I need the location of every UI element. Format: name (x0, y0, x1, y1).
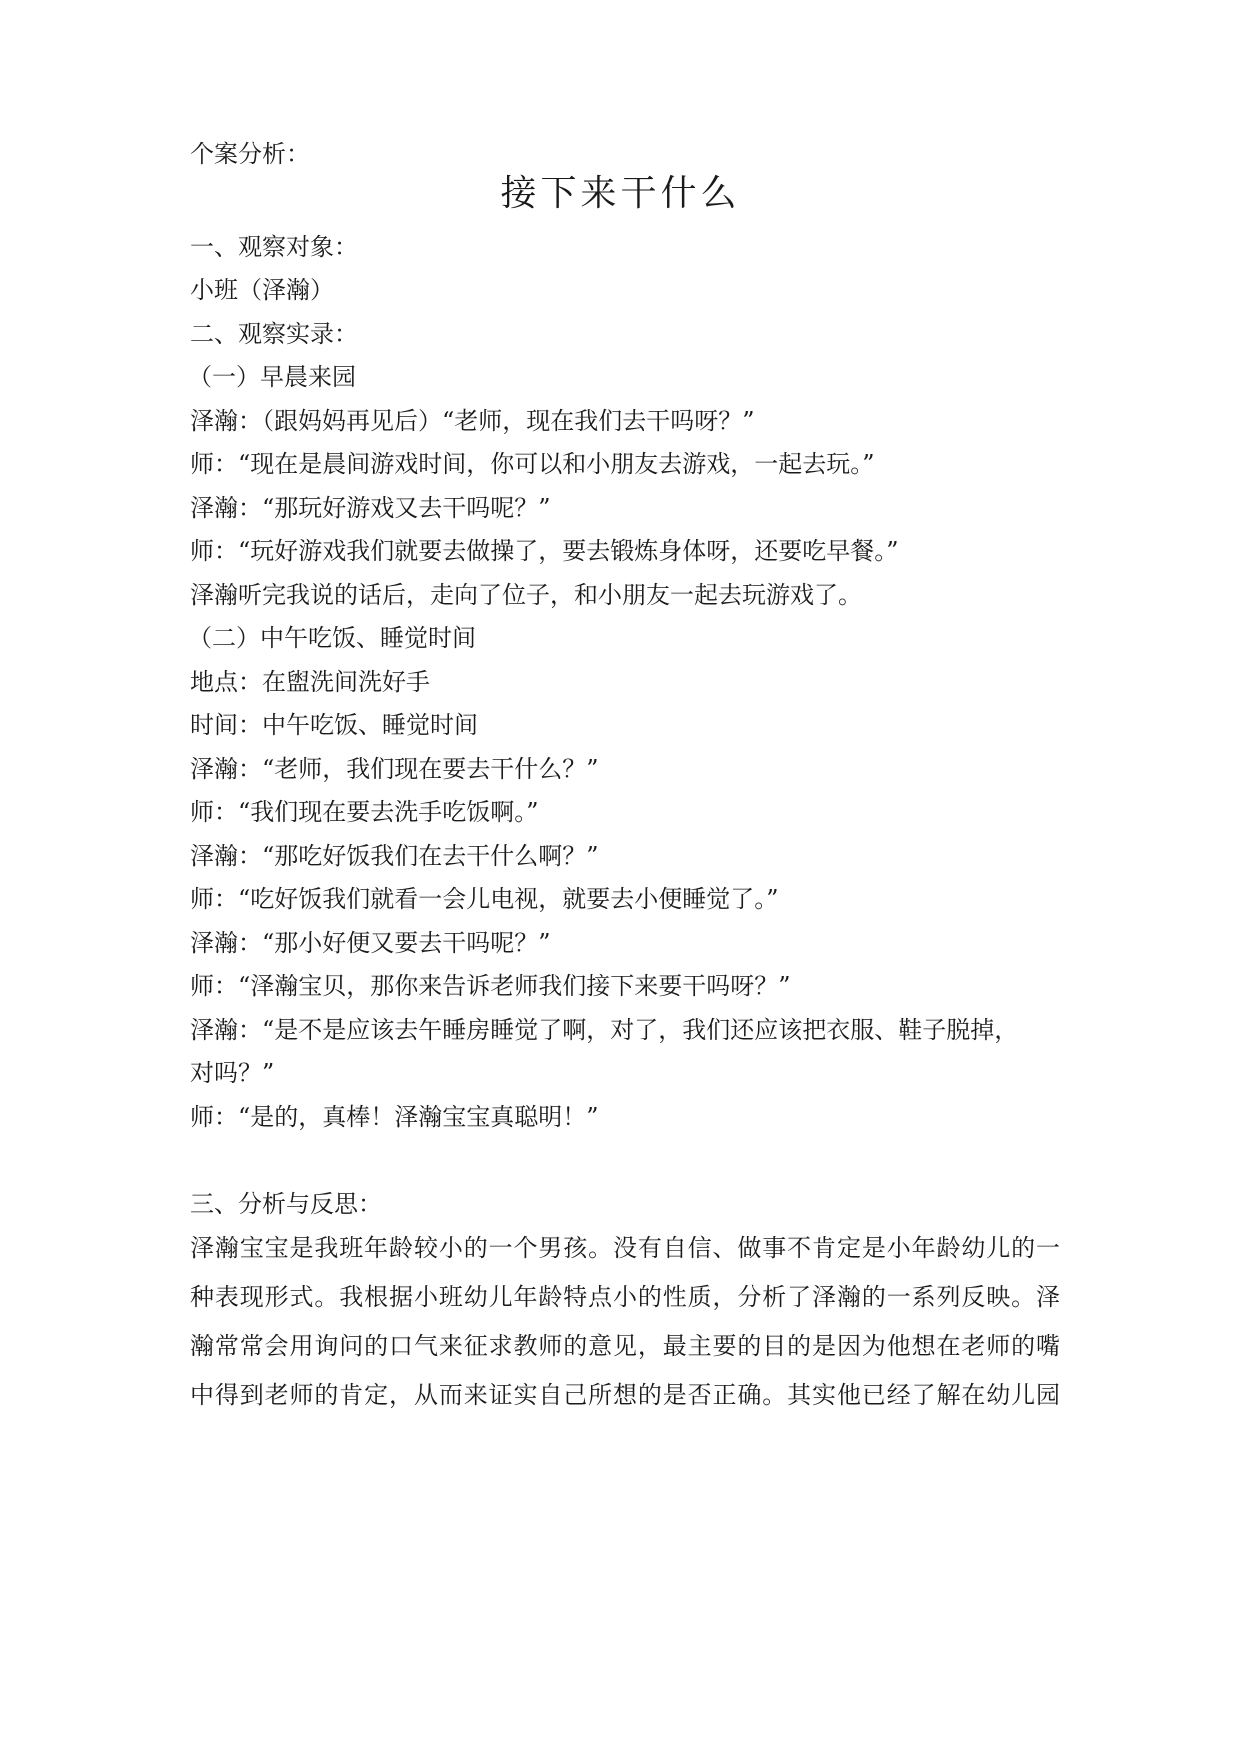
dialogue-line: 泽瀚：（跟妈妈再见后）“老师，现在我们去干吗呀？” (190, 407, 755, 435)
analysis-paragraph-line: 中得到老师的肯定，从而来证实自己所想的是否正确。其实他已经了解在幼儿园 (190, 1381, 1060, 1409)
part-2-heading: （二）中午吃饭、睡觉时间 (188, 624, 476, 652)
narration-line: 泽瀚听完我说的话后，走向了位子，和小朋友一起去玩游戏了。 (190, 581, 862, 609)
dialogue-line: 师：“我们现在要去洗手吃饭啊。” (190, 798, 539, 826)
part-1-heading: （一）早晨来园 (188, 363, 356, 391)
dialogue-line: 师：“玩好游戏我们就要去做操了，要去锻炼身体呀，还要吃早餐。” (190, 537, 899, 565)
dialogue-line: 泽瀚：“老师，我们现在要去干什么？” (190, 755, 599, 783)
dialogue-line: 师：“泽瀚宝贝，那你来告诉老师我们接下来要干吗呀？” (190, 972, 791, 1000)
dialogue-line: 泽瀚：“那小好便又要去干吗呢？” (190, 929, 551, 957)
location-line: 地点：在盥洗间洗好手 (190, 668, 430, 696)
section-3-heading: 三、分析与反思： (190, 1190, 382, 1218)
observation-subject: 小班（泽瀚） (190, 276, 334, 304)
time-line: 时间：中午吃饭、睡觉时间 (190, 711, 478, 739)
analysis-paragraph-line: 泽瀚宝宝是我班年龄较小的一个男孩。没有自信、做事不肯定是小年龄幼儿的一 (190, 1234, 1060, 1262)
section-2-heading: 二、观察实录： (190, 320, 358, 348)
document-title: 接下来干什么 (500, 173, 741, 214)
dialogue-line-continued: 对吗？” (190, 1059, 275, 1087)
analysis-paragraph-line: 种表现形式。我根据小班幼儿年龄特点小的性质，分析了泽瀚的一系列反映。泽 (190, 1283, 1060, 1311)
header-label: 个案分析： (190, 140, 310, 168)
dialogue-line: 泽瀚：“那玩好游戏又去干吗呢？” (190, 494, 551, 522)
section-1-heading: 一、观察对象： (190, 233, 358, 261)
dialogue-line: 师：“现在是晨间游戏时间，你可以和小朋友去游戏，一起去玩。” (190, 450, 875, 478)
dialogue-line: 师：“吃好饭我们就看一会儿电视，就要去小便睡觉了。” (190, 885, 779, 913)
dialogue-line: 泽瀚：“那吃好饭我们在去干什么啊？” (190, 842, 599, 870)
analysis-paragraph-line: 瀚常常会用询问的口气来征求教师的意见，最主要的目的是因为他想在老师的嘴 (190, 1332, 1060, 1360)
dialogue-line: 泽瀚：“是不是应该去午睡房睡觉了啊，对了，我们还应该把衣服、鞋子脱掉， (190, 1016, 1019, 1044)
dialogue-line: 师：“是的，真棒！泽瀚宝宝真聪明！” (190, 1103, 599, 1131)
